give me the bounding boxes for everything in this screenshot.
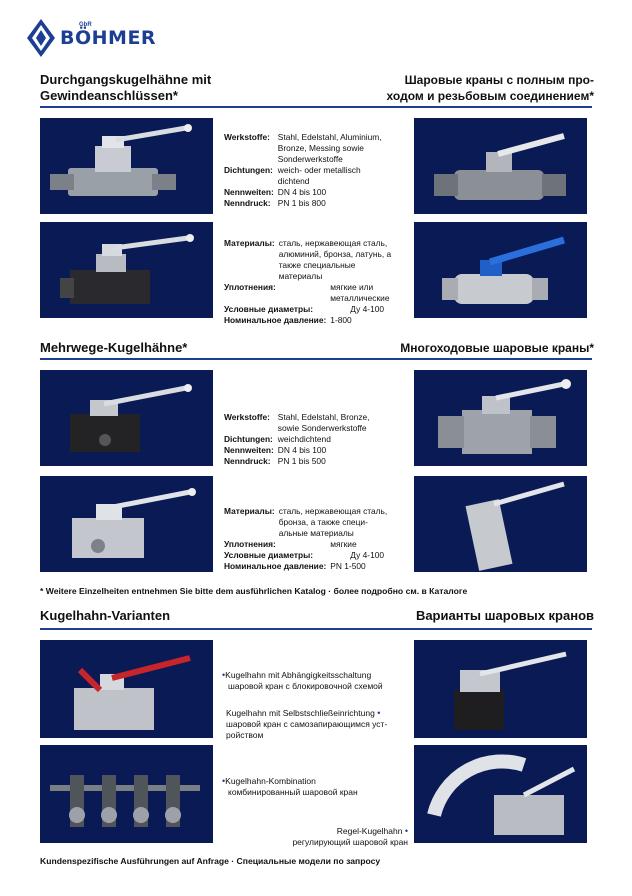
valve-combination-photo	[40, 745, 213, 843]
multiway-valve-photo	[40, 476, 213, 572]
section3-title-de: Kugelhahn-Varianten	[40, 608, 171, 623]
section1-specs-de: Werkstoffe: Stahl, Edelstahl, Aluminium, Bronze, Messing sowie Sonderwerkstoffe Dichtungen: weich- oder metallisch dichtend Nennweiten: DN 4 bis 100 Nenndruck: PN 1 bis 800	[224, 132, 382, 208]
variant-control: Regel-Kugelhahn • регулирующий шаровой кран	[292, 826, 408, 847]
ball-valve-photo	[414, 222, 587, 318]
brand-name: BÖHMER	[60, 27, 157, 49]
section3-title-ru: Варианты шаровых кранов	[415, 608, 594, 623]
section2-divider	[40, 358, 592, 360]
section1-title-de: Durchgangskugelhähne mit Gewindeanschlüssen*	[40, 72, 212, 103]
custom-designs-footer: Kundenspezifische Ausführungen auf Anfrage · Специальные модели по запросу	[40, 856, 381, 866]
interlock-valve-photo	[40, 640, 213, 738]
diamond-logo-icon	[26, 18, 56, 58]
variant-combination: •Kugelhahn-Kombination комбинированный шаровой кран	[222, 776, 358, 797]
ball-valve-photo	[414, 118, 587, 214]
section1-divider	[40, 106, 592, 108]
bullet-icon: •	[377, 708, 381, 718]
section1-specs-ru: Материалы: сталь, нержавеющая сталь, алюминий, бронза, латунь, а также специальные материалы Уплотнения: мягкие или металлические Условные диаметры: Ду 4-100 Номинальное давление: 1-800	[224, 238, 392, 325]
catalog-footnote: * Weitere Einzelheiten entnehmen Sie bitte dem ausführlichen Katalog · более подробно см. в Каталоге	[40, 586, 468, 596]
control-valve-photo	[414, 745, 587, 843]
self-closing-valve-photo	[414, 640, 587, 738]
ball-valve-photo	[40, 222, 213, 318]
bullet-icon: •	[404, 826, 408, 836]
section3-divider	[40, 628, 592, 630]
ball-valve-photo	[40, 118, 213, 214]
variant-self-closing: Kugelhahn mit Selbstschließeinrichtung • шаровой кран с самозапирающимся уст- ройством	[226, 708, 388, 740]
section2-specs-ru: Материалы: сталь, нержавеющая сталь, бронза, а также специ- альные материалы Уплотнения: мягкие Условные диаметры: Ду 4-100 Номинальное давление: PN 1-500	[224, 506, 388, 571]
multiway-valve-photo	[414, 476, 587, 572]
variant-interlock: •Kugelhahn mit Abhängigkeitsschaltung шаровой кран с блокировочной схемой	[222, 670, 383, 691]
brand-logo	[26, 18, 157, 58]
multiway-valve-photo	[40, 370, 213, 466]
section2-title-ru: Многоходовые шаровые краны*	[400, 341, 594, 355]
brand-gbr: GbR	[79, 22, 92, 28]
section1-title-ru: Шаровые краны с полным про- ходом и резьбовым соединением*	[386, 73, 594, 103]
bullet-icon: •	[222, 776, 226, 786]
section2-title-de: Mehrwege-Kugelhähne*	[40, 340, 188, 355]
bullet-icon: •	[222, 670, 226, 680]
multiway-valve-photo	[414, 370, 587, 466]
section2-specs-de: Werkstoffe: Stahl, Edelstahl, Bronze, sowie Sonderwerkstoffe Dichtungen: weichdichtend Nennweiten: DN 4 bis 100 Nenndruck: PN 1 bis 500	[224, 412, 370, 466]
